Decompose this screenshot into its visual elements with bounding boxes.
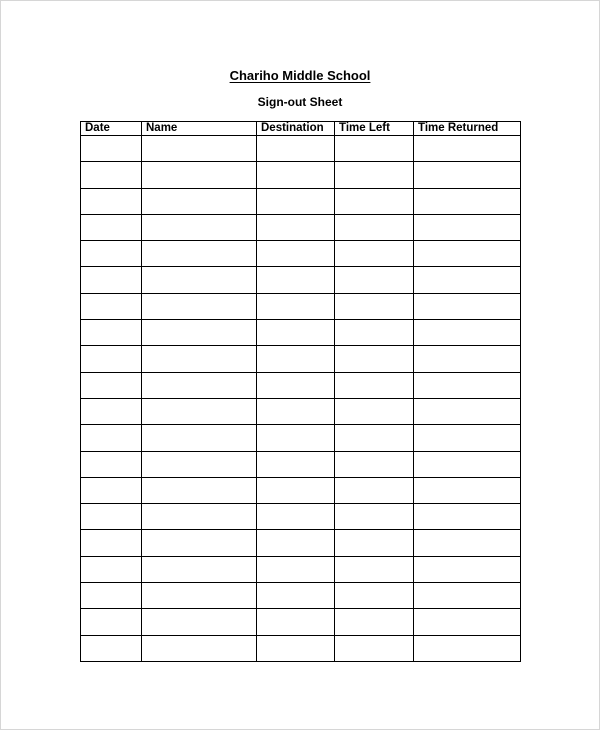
column-header-time-returned: Time Returned — [414, 122, 521, 136]
table-cell-date — [81, 320, 142, 346]
table-cell-name — [142, 583, 257, 609]
table-cell-name — [142, 556, 257, 582]
table-cell-time-returned — [414, 372, 521, 398]
table-body — [81, 136, 521, 662]
sheet-title: Sign-out Sheet — [257, 95, 343, 109]
table-cell-name — [142, 609, 257, 635]
table-cell-name — [142, 635, 257, 661]
table-cell-time-left — [335, 241, 414, 267]
table-row — [81, 346, 521, 372]
table-cell-time-left — [335, 583, 414, 609]
table-cell-date — [81, 214, 142, 240]
table-cell-name — [142, 425, 257, 451]
table-cell-destination — [257, 214, 335, 240]
table-cell-time-left — [335, 267, 414, 293]
table-cell-destination — [257, 583, 335, 609]
column-header-time-left: Time Left — [335, 122, 414, 136]
table-cell-name — [142, 267, 257, 293]
table-cell-name — [142, 451, 257, 477]
table-row — [81, 556, 521, 582]
table-cell-destination — [257, 372, 335, 398]
table-cell-name — [142, 320, 257, 346]
table-row — [81, 293, 521, 319]
table-cell-name — [142, 293, 257, 319]
table-cell-destination — [257, 241, 335, 267]
table-cell-time-returned — [414, 451, 521, 477]
table-cell-time-left — [335, 320, 414, 346]
table-header-row — [81, 122, 521, 136]
table-cell-time-left — [335, 635, 414, 661]
table-cell-time-returned — [414, 188, 521, 214]
table-cell-destination — [257, 320, 335, 346]
table-cell-time-left — [335, 214, 414, 240]
table-cell-destination — [257, 267, 335, 293]
table-row — [81, 583, 521, 609]
table-cell-date — [81, 477, 142, 503]
table-cell-time-returned — [414, 241, 521, 267]
table-cell-date — [81, 372, 142, 398]
table-cell-date — [81, 188, 142, 214]
table-cell-time-returned — [414, 162, 521, 188]
table-row — [81, 214, 521, 240]
table-cell-time-returned — [414, 267, 521, 293]
table-cell-name — [142, 372, 257, 398]
table-cell-date — [81, 346, 142, 372]
table-cell-time-returned — [414, 583, 521, 609]
table-cell-destination — [257, 609, 335, 635]
table-cell-destination — [257, 530, 335, 556]
table-cell-time-returned — [414, 556, 521, 582]
table-cell-date — [81, 609, 142, 635]
table-cell-destination — [257, 635, 335, 661]
table-cell-date — [81, 504, 142, 530]
table-cell-time-left — [335, 372, 414, 398]
table-row — [81, 635, 521, 661]
table-cell-name — [142, 188, 257, 214]
table-cell-name — [142, 214, 257, 240]
table-cell-time-left — [335, 609, 414, 635]
table-cell-destination — [257, 451, 335, 477]
table-cell-time-left — [335, 398, 414, 424]
table-cell-date — [81, 162, 142, 188]
table-cell-date — [81, 136, 142, 162]
table-row — [81, 504, 521, 530]
table-row — [81, 372, 521, 398]
table-cell-name — [142, 477, 257, 503]
table-cell-name — [142, 530, 257, 556]
table-cell-time-left — [335, 346, 414, 372]
table-cell-date — [81, 556, 142, 582]
table-row — [81, 530, 521, 556]
school-title — [1, 68, 599, 83]
table-cell-name — [142, 136, 257, 162]
table-cell-date — [81, 398, 142, 424]
table-cell-time-left — [335, 188, 414, 214]
table-cell-destination — [257, 504, 335, 530]
table-cell-date — [81, 293, 142, 319]
table-cell-time-returned — [414, 320, 521, 346]
table-cell-destination — [257, 188, 335, 214]
table-cell-time-left — [335, 504, 414, 530]
table-cell-date — [81, 241, 142, 267]
table-cell-date — [81, 530, 142, 556]
column-header-date: Date — [81, 122, 142, 136]
table-cell-date — [81, 425, 142, 451]
table-cell-time-returned — [414, 346, 521, 372]
table-cell-time-returned — [414, 530, 521, 556]
table-cell-date — [81, 267, 142, 293]
column-header-destination: Destination — [257, 122, 335, 136]
table-cell-date — [81, 451, 142, 477]
table-cell-time-left — [335, 477, 414, 503]
table-cell-time-left — [335, 451, 414, 477]
table-cell-name — [142, 241, 257, 267]
table-cell-destination — [257, 556, 335, 582]
table-row — [81, 136, 521, 162]
table-row — [81, 162, 521, 188]
table-cell-time-left — [335, 530, 414, 556]
table-cell-time-left — [335, 556, 414, 582]
table-row — [81, 398, 521, 424]
table-row — [81, 241, 521, 267]
table-cell-destination — [257, 477, 335, 503]
school-name: Chariho Middle School — [229, 68, 371, 83]
table-row — [81, 477, 521, 503]
table-cell-time-left — [335, 293, 414, 319]
table-cell-name — [142, 504, 257, 530]
table-cell-time-returned — [414, 136, 521, 162]
table-row — [81, 320, 521, 346]
table-cell-time-left — [335, 425, 414, 451]
table-row — [81, 267, 521, 293]
table-cell-destination — [257, 162, 335, 188]
table-cell-time-returned — [414, 425, 521, 451]
table-cell-name — [142, 398, 257, 424]
table-cell-time-left — [335, 162, 414, 188]
table-cell-destination — [257, 136, 335, 162]
table-row — [81, 188, 521, 214]
table-cell-date — [81, 583, 142, 609]
table-cell-time-returned — [414, 609, 521, 635]
table-cell-destination — [257, 425, 335, 451]
table-cell-time-left — [335, 136, 414, 162]
table-row — [81, 425, 521, 451]
table-row — [81, 451, 521, 477]
table-cell-time-returned — [414, 477, 521, 503]
sign-out-table — [80, 121, 521, 662]
table-cell-destination — [257, 346, 335, 372]
table-cell-time-returned — [414, 293, 521, 319]
table-cell-time-returned — [414, 398, 521, 424]
table-cell-time-returned — [414, 214, 521, 240]
table-cell-destination — [257, 398, 335, 424]
table-cell-name — [142, 346, 257, 372]
table-row — [81, 609, 521, 635]
table-cell-time-returned — [414, 635, 521, 661]
table-cell-destination — [257, 293, 335, 319]
column-header-name: Name — [142, 122, 257, 136]
table-cell-date — [81, 635, 142, 661]
table-cell-name — [142, 162, 257, 188]
table-cell-time-returned — [414, 504, 521, 530]
